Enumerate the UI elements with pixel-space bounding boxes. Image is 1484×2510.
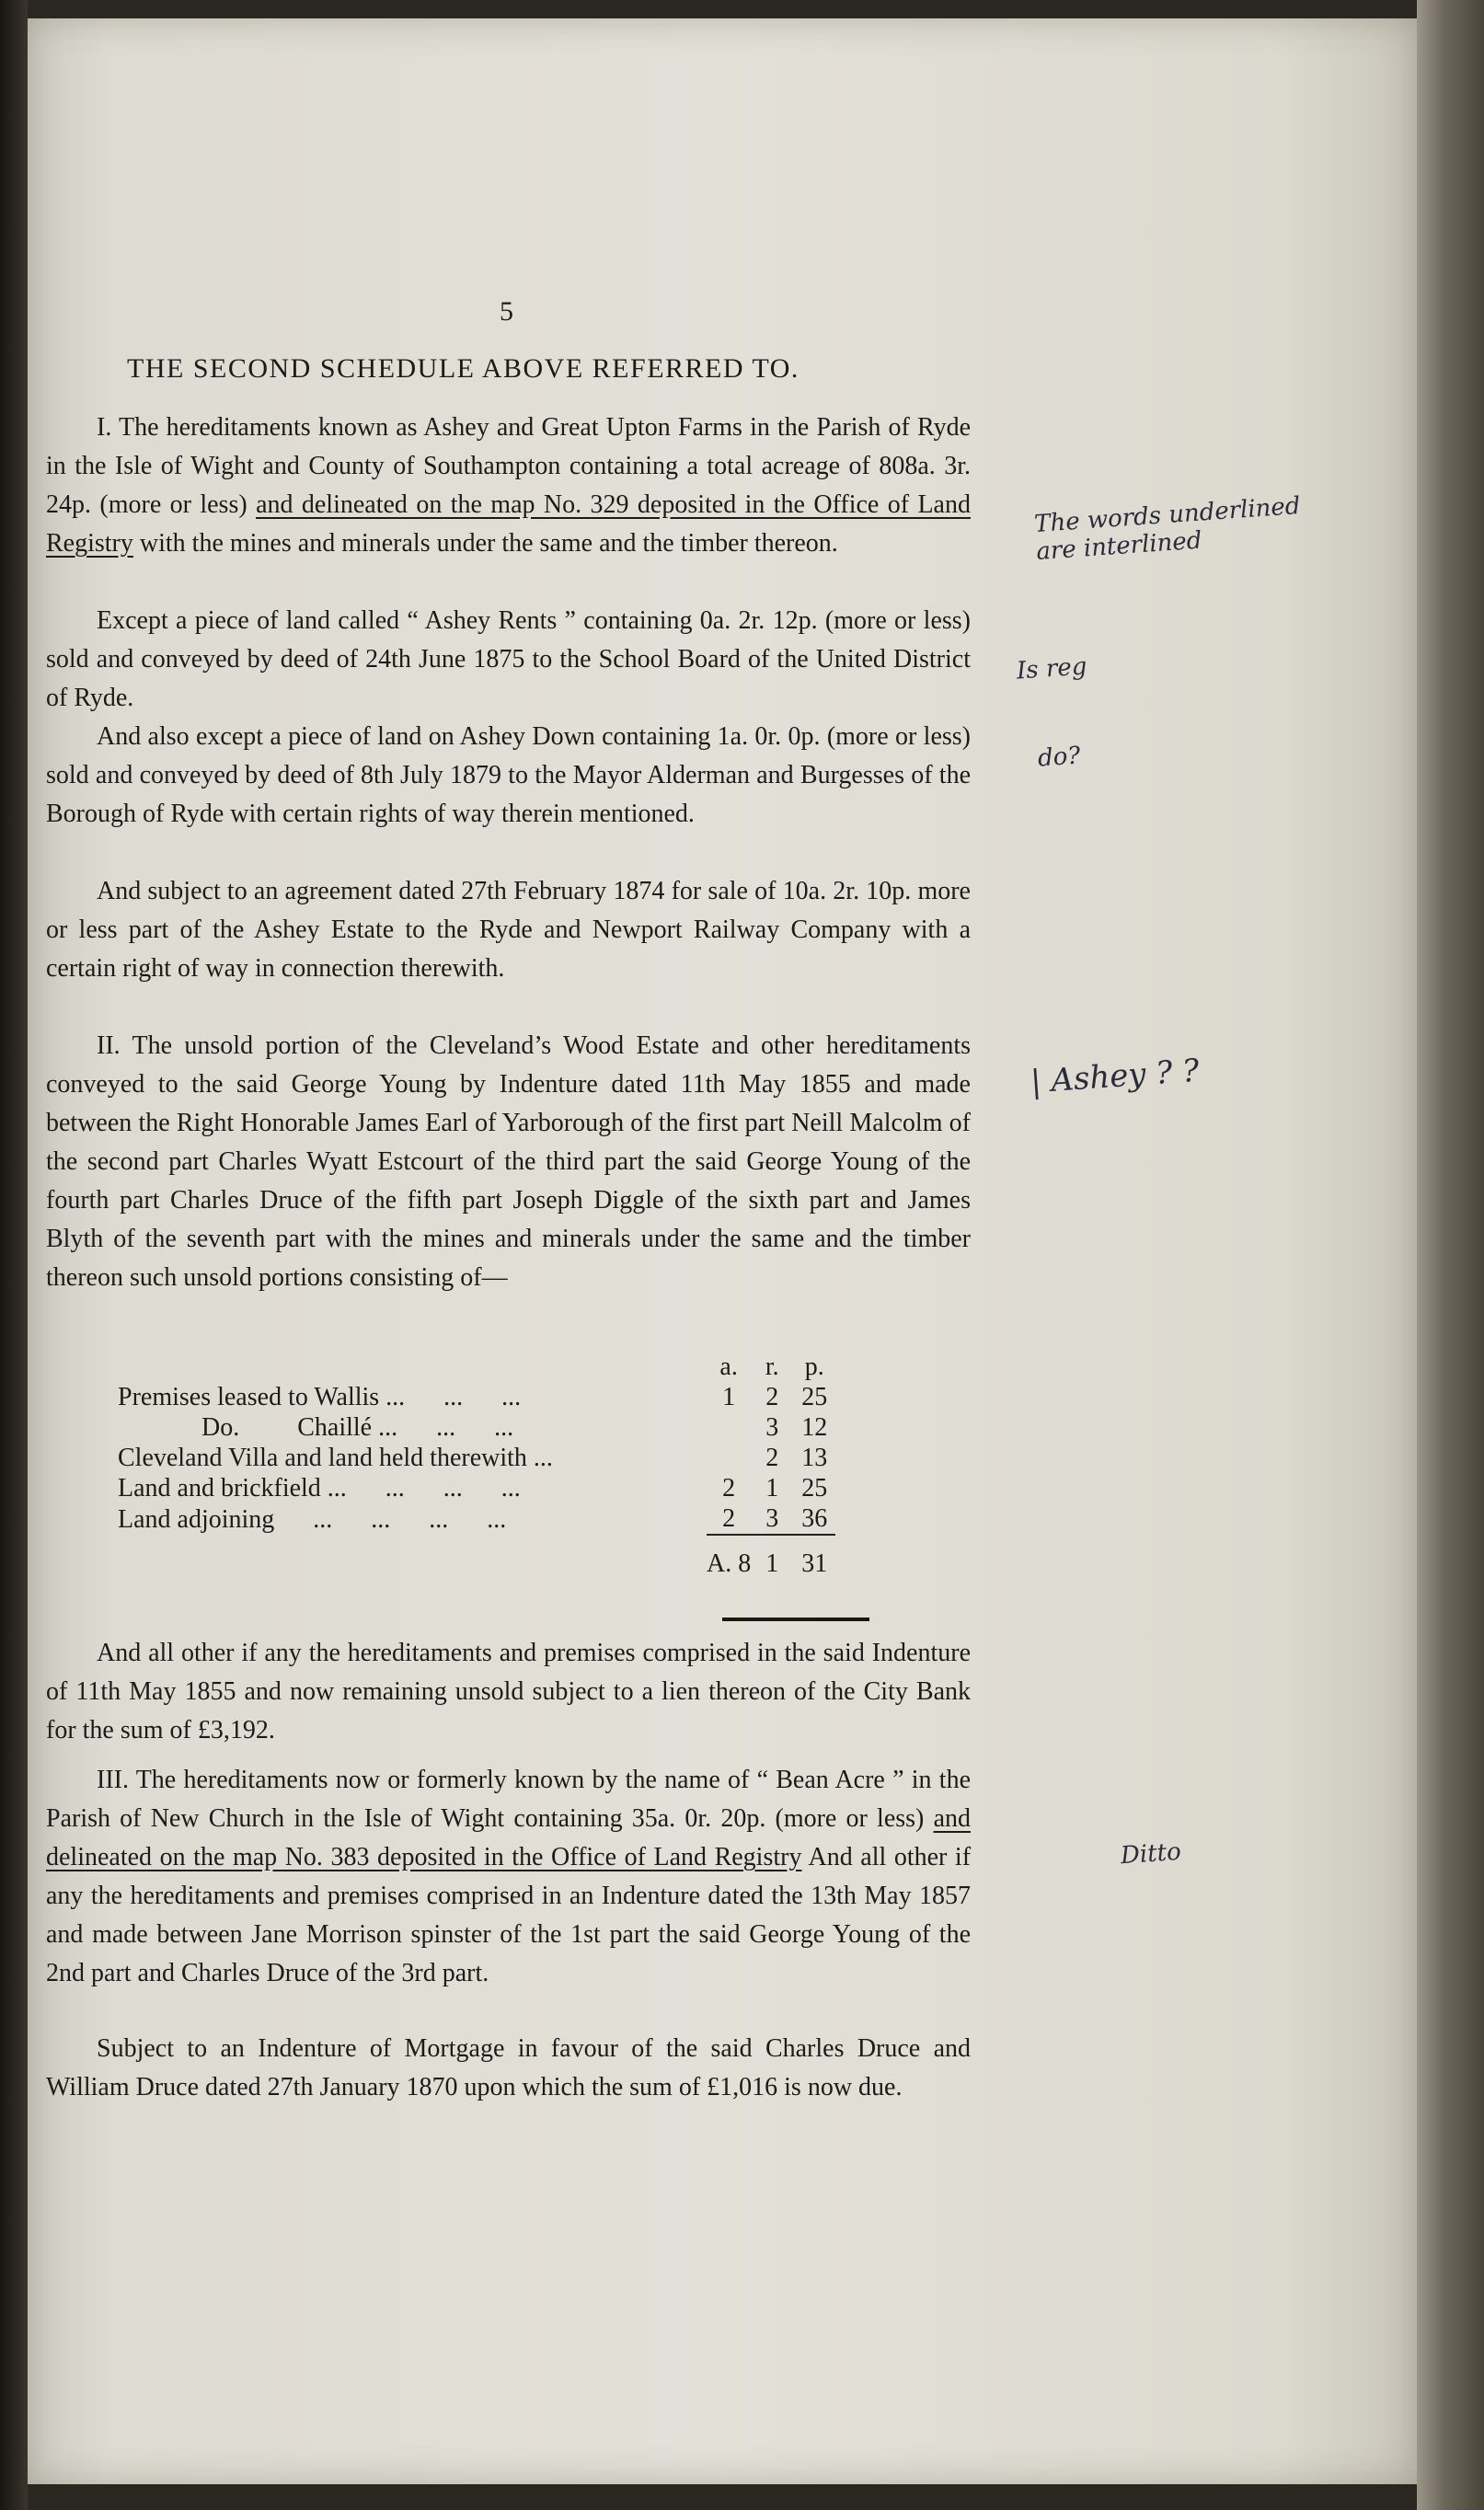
table-row: Do. Chaillé ... ... ... 3 12 [118,1413,828,1442]
book-binding [0,0,28,2510]
paragraph-7-tail: And all other if any the hereditaments and premises comprised in an Indenture dated the 13th May 1857 and made between Jane Morrison spinster of the 1st part the said George Young of the 2nd part and Charles Druce of the 3rd part. [46,1843,972,1987]
margin-note-ditto: Ditto [1120,1837,1182,1871]
acreage-table [118,1353,835,1583]
paragraph-4: And subject to an agreement dated 27th February 1874 for sale of 10a. 2r. 10p. more or less part of the Ashey Estate to the Ryde and Newport Railway Company with a certain right of way in connection therewith. [46,877,971,983]
paragraph-1-text: I. The hereditaments known as Ashey and Great Upton Farms in the Parish of Ryde in the Isle of Wight and County of Southampton containing a total acreage of 808a. 3r. 24p. (more or less) [46,413,971,519]
header-acres: a. [719,1353,738,1381]
paragraph-7-underlined: and delineated on the map No. 383 deposited in the Office of Land Registry [46,1804,971,1871]
margin-note-do: do? [1037,742,1082,773]
total-perches: 31 [793,1535,835,1583]
paragraph-7-text: III. The hereditaments now or formerly known by the name of “ Bean Acre ” in the Parish of New Church in the Isle of Wight containing 35a. 0r. 20p. (more or less) [46,1766,971,1833]
margin-note-reg: Is reg [1016,652,1088,685]
paragraph-1-tail: with the mines and minerals under the same and the timber thereon. [132,529,838,558]
page-edge [1417,0,1484,2510]
paragraph-1-underlined: and delineated on the map No. 329 deposited in the Office of Land Registry [46,490,971,558]
paragraph-2: Except a piece of land called “ Ashey Rents ” containing 0a. 2r. 12p. (more or less) sold and conveyed by deed of 24th June 1875 to the School Board of the United District of Ryde. [46,606,971,712]
paragraph-3: And also except a piece of land on Ashey Down containing 1a. 0r. 0p. (more or less) sold and conveyed by deed of 8th July 1879 to the Mayor Alderman and Burgesses of the Borough of Ryde with certain rights of way therein mentioned. [46,722,971,828]
header-perches: p. [804,1353,824,1381]
margin-note-interlined: The words underlined are interlined [1033,491,1302,567]
total-roods: 1 [751,1535,793,1583]
acreage-header-row [118,1353,835,1382]
total-row [118,1535,835,1583]
paragraph-5: II. The unsold portion of the Cleveland’s Wood Estate and other hereditaments conveyed to the said George Young by Indenture dated 11th May 1855 and made between the Right Honorable James Earl of Yarborough of the first part Neill Malcolm of the second part Charles Wyatt Estcourt of the third part the said George Young of the fourth part Charles Druce of the fifth part Joseph Diggle of the sixth part and James Blyth of the seventh part with the mines and minerals under the same and the timber thereon such unsold portions consisting of— [46,1031,971,1292]
total-acres: A. 8 [707,1535,751,1583]
paragraph-1 [46,409,971,563]
table-row: Land adjoining ... ... ... ... 2 3 36 [118,1504,828,1534]
schedule-heading: THE SECOND SCHEDULE ABOVE REFERRED TO. [127,353,800,384]
table-row: Land and brickfield ... ... ... ... 2 1 25 [118,1474,828,1503]
header-roods: r. [765,1353,779,1381]
table-row: Cleveland Villa and land held therewith ... 2 13 [118,1444,828,1472]
table-row: Premises leased to Wallis ... ... ... 1 2 25 [118,1383,828,1411]
total-double-rule [722,1618,869,1621]
paragraph-7 [46,1761,971,1993]
margin-note-ashey: | Ashey ? ? [1029,1052,1201,1101]
page-number: 5 [500,296,513,327]
paragraph-8: Subject to an Indenture of Mortgage in favour of the said Charles Druce and William Druce dated 27th January 1870 upon which the sum of £1,016 is now due. [46,2034,971,2101]
paragraph-6: And all other if any the hereditaments and premises comprised in the said Indenture of 11th May 1855 and now remaining unsold subject to a lien thereon of the City Bank for the sum of £3,192. [46,1639,971,1744]
